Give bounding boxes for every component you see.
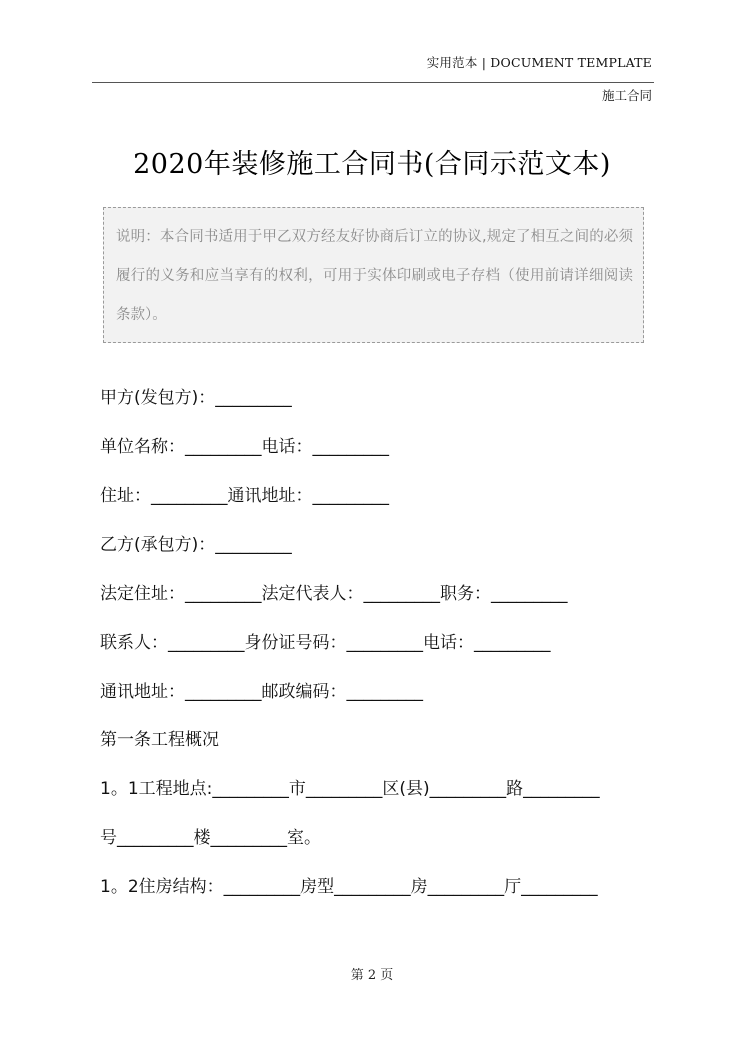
header-brand: 实用范本 | DOCUMENT TEMPLATE — [426, 55, 652, 70]
contract-line: 联系人：_________身份证号码：_________电话：_________ — [100, 633, 551, 653]
contract-line: 1。2住房结构：_________房型_________房_________厅_________ — [100, 877, 598, 897]
header-rule — [92, 82, 654, 83]
contract-line: 乙方(承包方)：_________ — [100, 535, 292, 555]
page-number: 第 2 页 — [350, 968, 394, 983]
contract-line: 号_________楼_________室。 — [100, 828, 321, 848]
header-category: 施工合同 — [601, 88, 652, 103]
document-title: 2020年装修施工合同书(合同示范文本) — [133, 149, 611, 180]
contract-line: 甲方(发包方)：_________ — [100, 388, 292, 408]
section-heading: 第一条工程概况 — [100, 730, 219, 750]
contract-line: 1。1工程地点:_________市_________区(县)_________路_________ — [100, 779, 600, 799]
contract-line: 通讯地址：_________邮政编码：_________ — [100, 682, 423, 702]
contract-line: 住址：_________通讯地址：_________ — [100, 486, 389, 506]
note-box — [103, 207, 644, 343]
contract-line: 法定住址：_________法定代表人：_________职务：_________ — [100, 584, 568, 604]
contract-line: 单位名称：_________电话：_________ — [100, 437, 389, 457]
note-text: 说明：本合同书适用于甲乙双方经友好协商后订立的协议,规定了相互之间的必须履行的义务和应当享有的权利，可用于实体印刷或电子存档（使用前请详细阅读条款）。 — [116, 229, 633, 323]
